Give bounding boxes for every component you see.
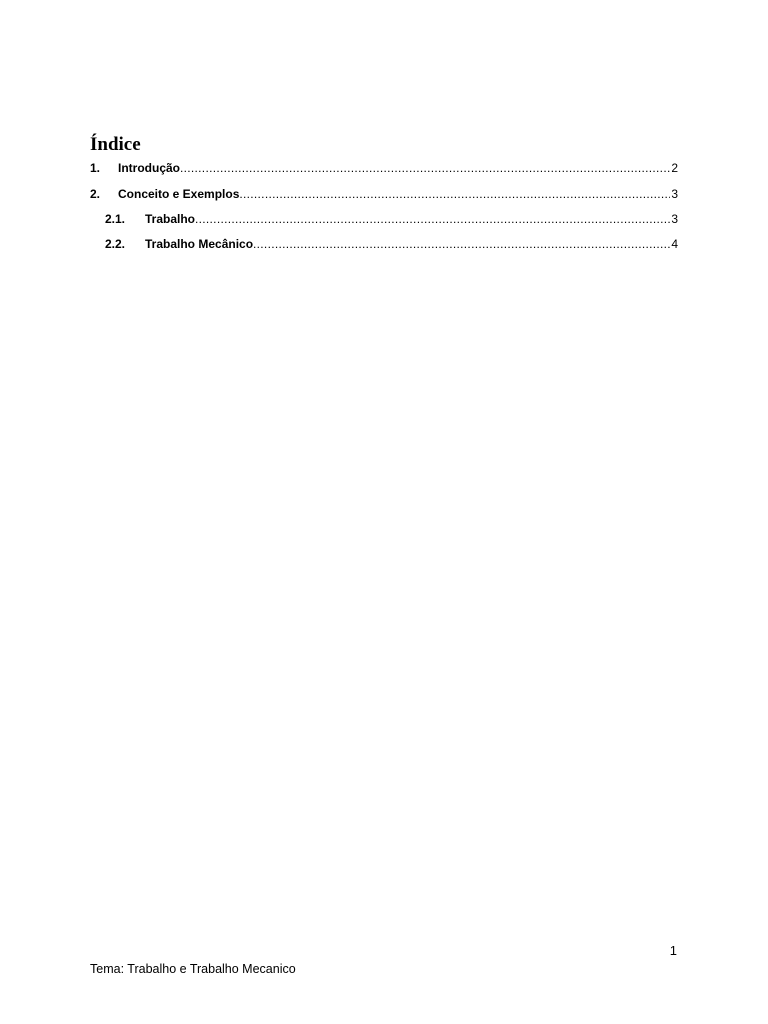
- toc-entry-page: 2: [671, 161, 678, 175]
- toc-entry-conceito-e-exemplos[interactable]: [90, 185, 678, 203]
- toc-entry-title: Conceito e Exemplos: [118, 187, 240, 201]
- toc-entry-page: 3: [671, 187, 678, 201]
- toc-entry-title: Trabalho Mecânico: [145, 237, 254, 251]
- toc-entry-page: 4: [671, 237, 678, 251]
- toc-entry-title: Trabalho: [145, 212, 196, 226]
- toc-entry-number: 2.1.: [105, 212, 126, 226]
- toc-entry-title: Introdução: [118, 161, 180, 175]
- toc-entry-number: 2.2.: [105, 237, 126, 251]
- page-number: 1: [669, 943, 677, 958]
- toc-dot-leader: [253, 235, 670, 253]
- toc-dot-leader: [180, 159, 670, 177]
- toc-dot-leader: [195, 210, 670, 228]
- toc-entry-number: 1.: [90, 161, 101, 175]
- toc-entry-number: 2.: [90, 187, 101, 201]
- footer-text: Tema: Trabalho e Trabalho Mecanico: [90, 962, 296, 976]
- toc-entry-trabalho[interactable]: [105, 210, 678, 228]
- toc-entry-introducao[interactable]: [90, 159, 678, 177]
- toc-entry-page: 3: [671, 212, 678, 226]
- toc-entry-trabalho-mecanico[interactable]: [105, 235, 678, 253]
- toc-heading: Índice: [90, 134, 141, 155]
- toc-dot-leader: [239, 185, 670, 203]
